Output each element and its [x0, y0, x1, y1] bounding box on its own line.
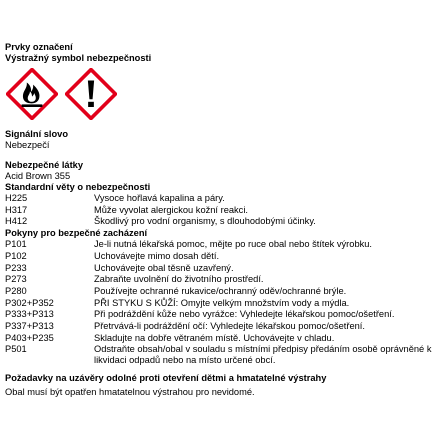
hazard-text: Škodlivý pro vodní organismy, s dlouhodobými účinky.: [94, 216, 316, 227]
precaution-row: [5, 321, 441, 333]
precaution-text: Odstraňte obsah/obal v souladu s místními předpisy předáním osobě oprávněné k likvidaci odpadů nebo na místo určené obcí.: [94, 344, 432, 366]
precaution-text: Uchovávejte mimo dosah dětí.: [94, 250, 220, 261]
hazard-text: Může vyvolat alergickou kožní reakci.: [94, 204, 248, 215]
precaution-text: Zabraňte uvolnění do životního prostředí.: [94, 274, 264, 285]
precaution-text: Skladujte na dobře větraném místě. Uchovávejte v chladu.: [94, 332, 335, 343]
precaution-text: Při podráždění kůže nebo vyrážce: Vyhledejte lékařskou pomoc/ošetření.: [94, 309, 395, 320]
signal-word-heading: Signální slovo: [5, 129, 69, 139]
precaution-text: Přetrvává-li podráždění očí: Vyhledejte lékařskou pomoc/ošetření.: [94, 321, 365, 332]
hazard-row: [5, 216, 441, 228]
precaution-row: [5, 286, 441, 298]
hazard-code: H225: [5, 193, 28, 203]
precaution-code: P280: [5, 285, 27, 296]
precaution-text: Používejte ochranné rukavice/ochranný oděv/ochranné brýle.: [94, 285, 347, 296]
hazard-row: [5, 193, 441, 205]
precaution-code: P403+P235: [5, 332, 54, 343]
hazardous-substances-heading: Nebezpečné látky: [5, 160, 84, 170]
precaution-code: P337+P313: [5, 321, 54, 332]
precaution-code: P333+P313: [5, 309, 54, 320]
precaution-code: P101: [5, 239, 27, 250]
section-title: Prvky označení: [5, 42, 73, 52]
precaution-row: [5, 333, 441, 345]
precaution-row: [5, 274, 441, 286]
precaution-text: Je-li nutná lékařská pomoc, mějte po ruce obal nebo štítek výrobku.: [94, 239, 373, 250]
precaution-code: P233: [5, 262, 27, 273]
precautionary-statements-heading: Pokyny pro bezpečné zacházení: [5, 228, 148, 239]
pictogram-heading: Výstražný symbol nebezpečnosti: [5, 53, 152, 63]
closure-requirements-text: Obal musí být opatřen hmatatelnou výstrahou pro nevidomé.: [5, 387, 255, 398]
hazard-row: [5, 205, 441, 217]
hazard-statements-heading: Standardní věty o nebezpečnosti: [5, 182, 151, 192]
pictogram-row: [6, 68, 441, 120]
closure-requirements-heading: Požadavky na uzávěry odolné proti otevření dětmi a hmatatelné výstrahy: [5, 373, 327, 384]
precaution-row: [5, 239, 441, 251]
hazard-text: Vysoce hořlavá kapalina a páry.: [94, 193, 225, 203]
flame-pictogram-icon: [6, 68, 58, 120]
precaution-row: [5, 251, 441, 263]
exclamation-pictogram-icon: [65, 68, 117, 120]
precaution-text: Uchovávejte obal těsně uzavřený.: [94, 262, 234, 273]
precaution-row: [5, 263, 441, 275]
precaution-text: PŘI STYKU S KŮŽÍ: Omyjte velkým množstvím vody a mýdla.: [94, 297, 350, 308]
precaution-code: P501: [5, 344, 27, 355]
hazard-code: H317: [5, 204, 28, 215]
precaution-code: P302+P352: [5, 297, 54, 308]
precaution-row: [5, 298, 441, 310]
precaution-code: P273: [5, 274, 27, 285]
signal-word-value: Nebezpečí: [5, 140, 50, 150]
precautionary-statements-list: [5, 239, 441, 366]
precaution-row: [5, 309, 441, 321]
precaution-code: P102: [5, 250, 27, 261]
hazardous-substance-value: Acid Brown 355: [5, 171, 71, 181]
precaution-row: [5, 344, 441, 366]
label-elements-section: [5, 42, 441, 398]
hazard-code: H412: [5, 216, 28, 227]
hazard-statements-list: [5, 193, 441, 228]
